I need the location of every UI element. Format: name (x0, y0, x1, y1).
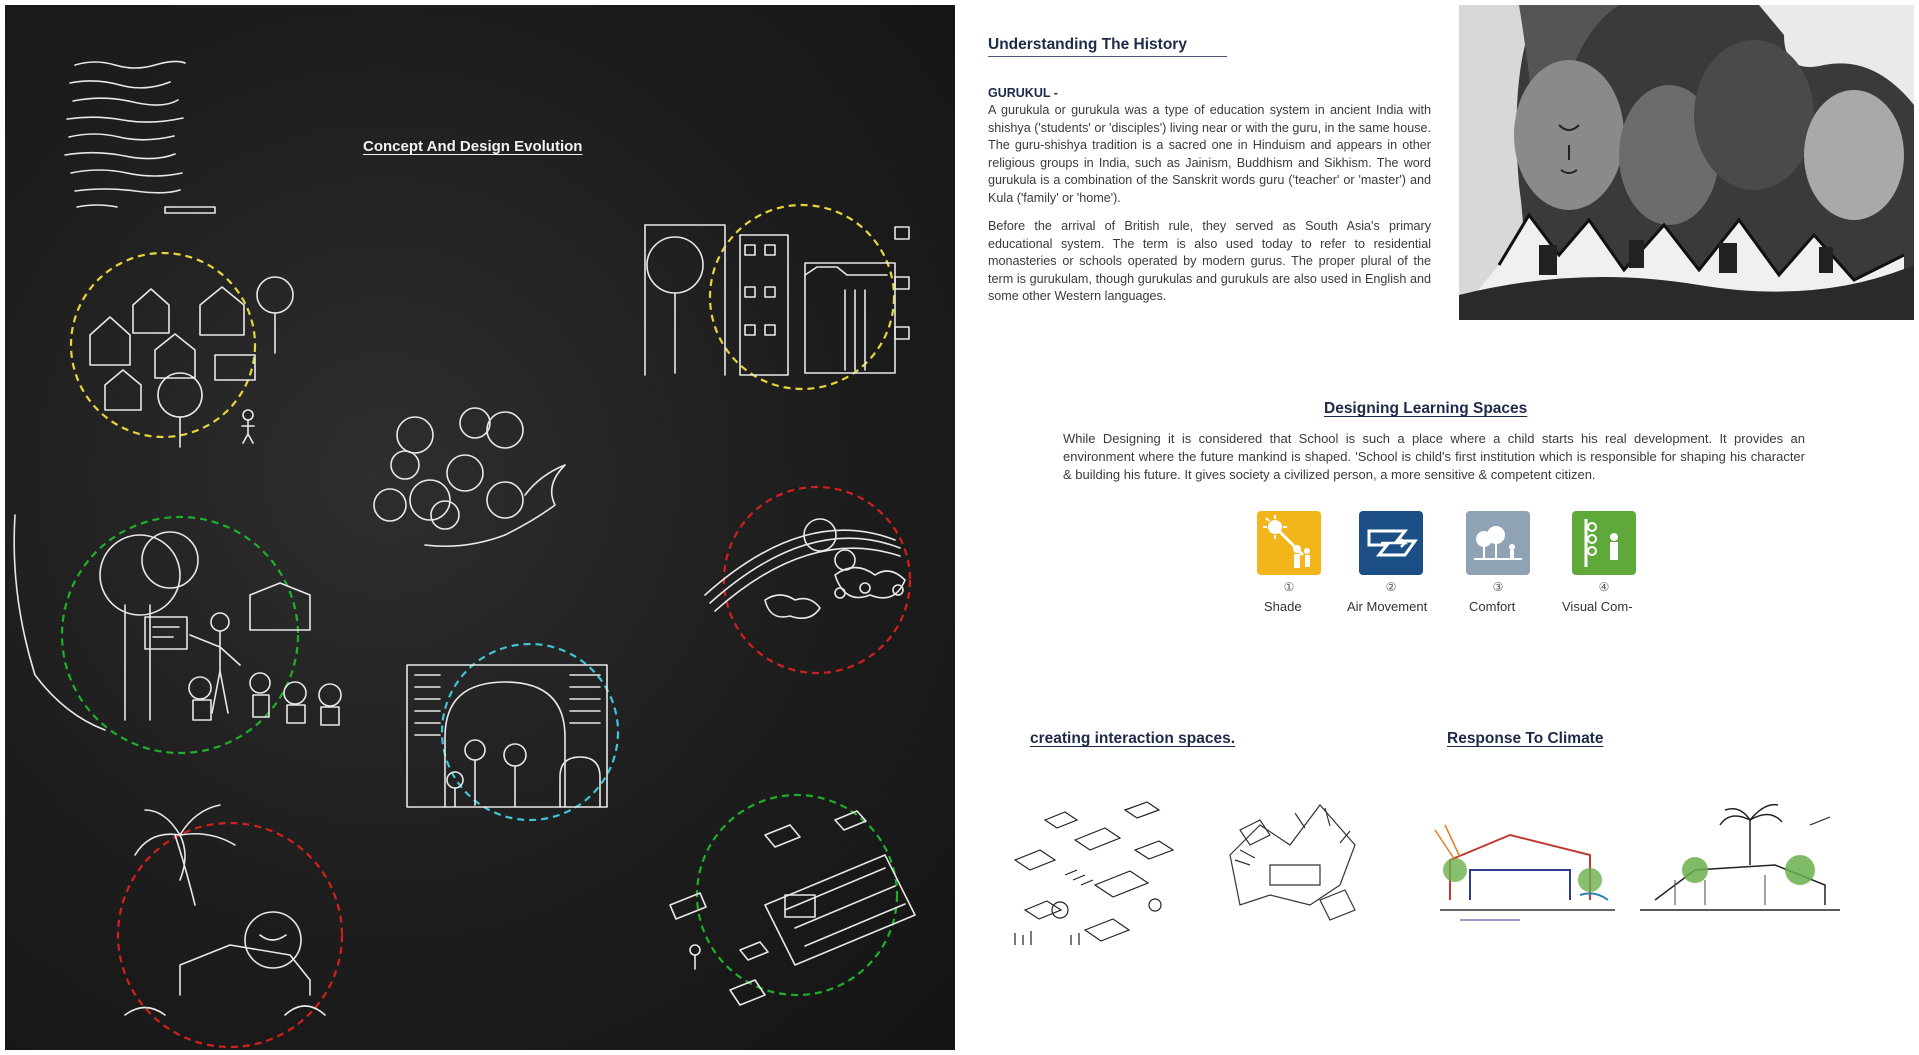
icon-label-visual: Visual Com- (1562, 599, 1633, 614)
urban-building-sketch (645, 225, 909, 375)
gateway-building-sketch (407, 665, 607, 807)
village-sketch (90, 277, 293, 447)
air-flow-icon (1359, 511, 1423, 575)
icon-label-comfort: Comfort (1469, 599, 1516, 614)
icon-number-2: ② (1385, 580, 1397, 594)
icon-number-1: ① (1283, 580, 1295, 594)
painting-artwork (1459, 5, 1914, 320)
sun-shade-icon (1257, 511, 1321, 575)
gurukul-painting (1459, 5, 1914, 320)
icon-label-air-movement: Air Movement (1347, 599, 1428, 614)
learning-spaces-title: Designing Learning Spaces (1324, 400, 1528, 417)
palm-hut-sketch (125, 805, 325, 1015)
icon-number-4: ④ (1598, 580, 1610, 594)
visual-comfort-icon (1572, 511, 1636, 575)
trees-path-sketch (374, 408, 565, 546)
climate-elevation-sketch (1635, 795, 1845, 945)
red-circle-children (724, 487, 910, 673)
red-circle-palm-hut (118, 823, 342, 1047)
cyan-circle-building (442, 644, 618, 820)
trees-comfort-icon (1466, 511, 1530, 575)
interaction-cluster-sketch (1005, 790, 1185, 960)
icon-number-3: ③ (1492, 580, 1504, 594)
gurukul-subtitle: GURUKUL - (988, 86, 1058, 100)
interaction-title: creating interaction spaces. (1030, 730, 1236, 747)
yellow-circle-urban (710, 205, 894, 389)
chalk-sketches (5, 5, 955, 1050)
history-paragraph-2: Before the arrival of British rule, they served as South Asia's primary educational system. The term is also used today to refer to residential monasteries or schools operated by modern gurus. The proper plural of the term is gurukulam, though gurukulas and gurukuls are also used in English and some other Western languages. (988, 219, 1431, 304)
climate-section-sketch (1430, 810, 1620, 940)
campus-plan-sketch (670, 811, 915, 1005)
history-paragraph-1: A gurukula or gurukula was a type of education system in ancient India with shishya ('students' or 'disciples') living near or with the guru, in the same house. The guru-shishya tradition is a sacred one in Hinduism and appears in other religious groups in India, such as Jainism, Buddhism and Sikhism. The word gurukula is a combination of the Sanskrit words guru ('teacher' or 'master') and Kula ('family' or 'home'). (988, 103, 1431, 205)
teacher-tree-sketch (100, 532, 341, 725)
climate-title: Response To Climate (1447, 730, 1604, 747)
handwritten-note (65, 61, 215, 213)
chalk-outline (14, 515, 105, 730)
board-title: Concept And Design Evolution (363, 138, 583, 155)
learning-spaces-paragraph: While Designing it is considered that School is such a place where a child starts his real development. It provides an environment where the future mankind is shaped. 'School is child's first institution which is responsible for shaping his character & building his future. It gives society a civilized person, a more sensitive & competent citizen. (1063, 431, 1805, 482)
icon-label-shade: Shade (1264, 599, 1302, 614)
history-panel (955, 0, 1919, 1055)
history-title: Understanding The History (988, 36, 1227, 57)
concept-chalkboard (5, 5, 955, 1050)
interaction-plan-sketch (1210, 795, 1380, 935)
